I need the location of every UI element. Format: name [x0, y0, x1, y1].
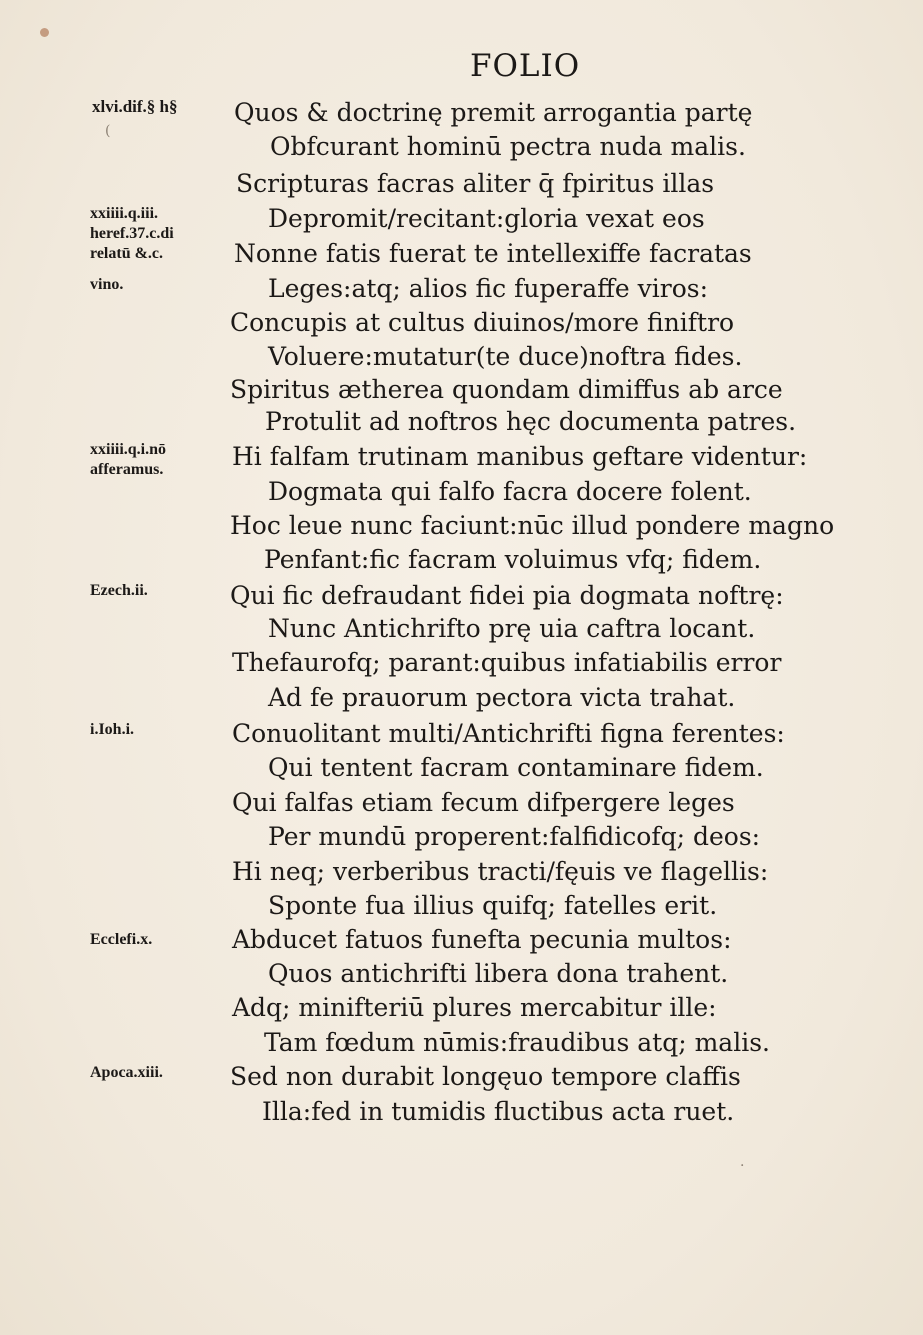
verse-line: Voluere:mutatur(te duce)noftra fides.	[268, 342, 743, 371]
verse-line: Abducet fatuos funefta pecunia multos:	[232, 925, 732, 954]
ink-speck: ·	[740, 1158, 745, 1174]
margin-note: xxiiii.q.iii.	[90, 205, 159, 222]
verse-line: Per mundū properent:falfidicofq; deos:	[268, 822, 761, 851]
margin-note: xxiiii.q.i.nō	[90, 441, 167, 458]
verse-line: Conuolitant multi/Antichrifti figna ferentes:	[232, 719, 785, 748]
verse-line: Quos & doctrinę premit arrogantia partę	[234, 98, 753, 127]
margin-note: vino.	[90, 276, 124, 293]
verse-line: Depromit/recitant:gloria vexat eos	[268, 204, 705, 233]
margin-note: i.Ioh.i.	[90, 721, 135, 738]
margin-note: afferamus.	[90, 461, 164, 478]
margin-note: Apoca.xiii.	[90, 1064, 163, 1081]
verse-line: Sponte fua illius quifq; fatelles erit.	[268, 891, 718, 920]
folio-header: FOLIO	[470, 48, 581, 84]
verse-line: Qui fic defraudant fidei pia dogmata noftrę:	[230, 581, 784, 610]
verse-line: Nonne fatis fuerat te intellexiffe facratas	[234, 239, 752, 268]
verse-line: Protulit ad noftros hęc documenta patres.	[265, 407, 797, 436]
margin-note: Ecclefi.x.	[90, 931, 153, 948]
verse-line: Obfcurant hominū pectra nuda malis.	[270, 132, 746, 161]
verse-line: Scripturas facras aliter q̄ fpiritus illas	[236, 169, 715, 198]
verse-line: Ad fe prauorum pectora victa trahat.	[268, 683, 736, 712]
verse-line: Penfant:fic facram voluimus vfq; fidem.	[264, 545, 762, 574]
verse-line: Qui falfas etiam fecum difpergere leges	[232, 788, 735, 817]
margin-note: heref.37.c.di	[90, 225, 174, 242]
margin-note: relatū &.c.	[90, 245, 164, 262]
verse-line: Hoc leue nunc faciunt:nūc illud pondere magno	[230, 511, 835, 540]
verse-line: Hi falfam trutinam manibus geftare videntur:	[232, 442, 808, 471]
verse-line: Concupis at cultus diuinos/more finiftro	[230, 308, 735, 337]
verse-line: Illa:fed in tumidis fluctibus acta ruet.	[262, 1097, 735, 1126]
verse-line: Leges:atq; alios fic fuperaffe viros:	[268, 274, 709, 303]
paper-stain	[40, 28, 49, 37]
margin-note: Ezech.ii.	[90, 582, 148, 599]
verse-line: Qui tentent facram contaminare fidem.	[268, 753, 764, 782]
verse-line: Sed non durabit longęuo tempore claffis	[230, 1062, 741, 1091]
verse-line: Tam fœdum nūmis:fraudibus atq; malis.	[264, 1028, 770, 1057]
verse-line: Nunc Antichrifto prę uia caftra locant.	[268, 614, 756, 643]
verse-line: Spiritus ætherea quondam dimiffus ab arce	[230, 375, 783, 404]
verse-line: Quos antichrifti libera dona trahent.	[268, 959, 729, 988]
verse-line: Dogmata qui falfo facra docere folent.	[268, 477, 752, 506]
margin-mark: (	[105, 123, 111, 139]
verse-line: Hi neq; verberibus tracti/fęuis ve flagellis:	[232, 857, 769, 886]
verse-line: Thefaurofq; parant:quibus infatiabilis error	[232, 648, 782, 677]
margin-note: xlvi.dif.§ h§	[92, 97, 178, 116]
verse-line: Adq; minifteriū plures mercabitur ille:	[232, 993, 717, 1022]
